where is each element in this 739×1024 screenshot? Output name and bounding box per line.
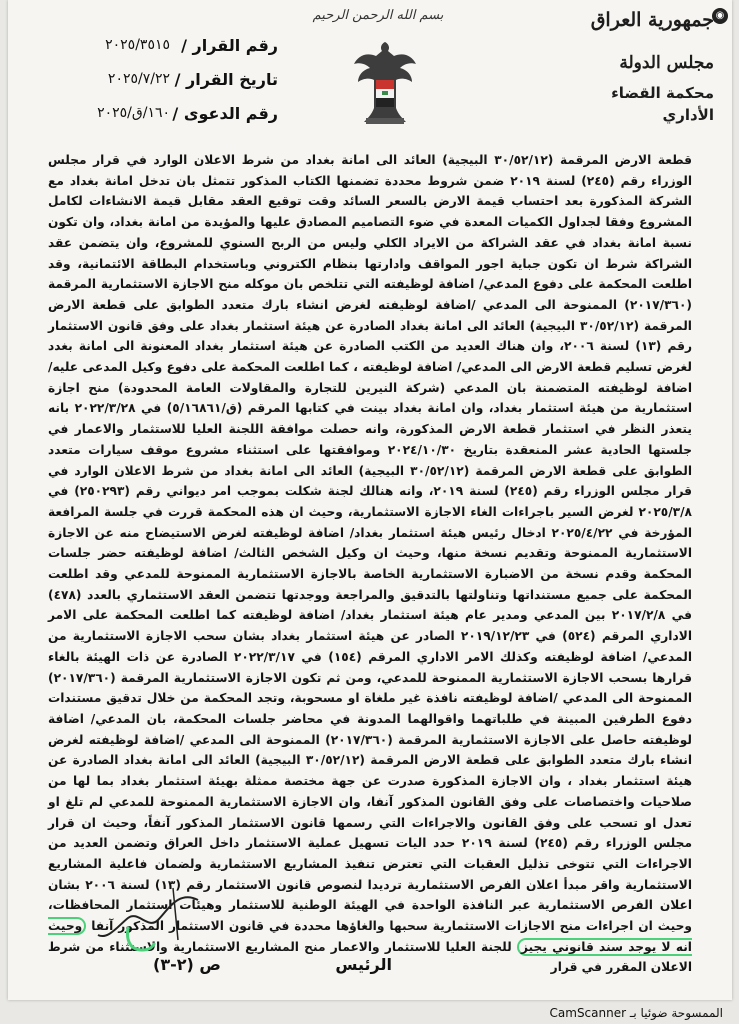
decision-number-row xyxy=(48,28,278,62)
document-page xyxy=(8,0,732,1000)
app-badge-icon: ◉ xyxy=(712,8,728,24)
court-name: محكمة القضاء الأداري xyxy=(611,84,714,124)
decision-number-label: رقم القرار / xyxy=(181,35,278,55)
council-name: مجلس الدولة xyxy=(619,53,714,73)
decision-date-label: تاريخ القرار / xyxy=(174,69,278,89)
judgment-body xyxy=(48,150,692,978)
judgment-text-part1: قطعة الارض المرقمة (٣٠/٥٢/١٢ البيجية) العائد الى امانة بغداد من شرط الاعلان الوارد في قرار مجلس الوزراء رقم (٢٤٥) لسنة ٢٠١٩ ضمن شروط محددة تضمنها الكتاب المذكور تتمثل بان تدخل امانة بغداد مع الشركة المذكورة بعد احتساب قيمة الارض بالسعر السائد وقت توقيع العقد مقابل قيمة الانشاءات لكامل المشروع وفقا لجداول الكميات المعدة في ضوء التصاميم المصادق عليها والمؤيدة من امانة بغداد، وان تكون نسبة امانة بغداد في عقد الشراكة من الايراد الكلي وليس من الربح السنوي للمشروع، وان يتضمن عقد الشراكة شرط ان تكون جباية اجور المواقف وادارتها بنظام الكتروني وباستخدام البطاقة الائتمانية، وقد اطلعت المحكمة على دفوع المدعي/ اضافة لوظيفته التي تتلخص بان موكله منح الاجازة الاستثمارية المرقمة (٢٠١٧/٣٦٠) الممنوحة الى المدعي /اضافة لوظيفته لغرض انشاء بارك متعدد الطوابق على قطعة الارض المرقمة (٣٠/٥٢/١٢ البيجية) العائد الى امانة بغداد الصادرة عن هيئة استثمار بغداد على وفق قانون الاستثمار رقم (١٣) لسنة ٢٠٠٦، وان هناك العديد من الكتب الصادرة عن هيئة استثمار بغداد المعنونة الى امانة بغدد لغرض تسليم قطعة الارض الى المدعي/ اضافة لوظيفته ، كما اطلعت المحكمة على دفوع وكيل المدعى عليه/ اضافة لوظيفته المتضمنة بان المدعي (شركة النيرين للتجارة والمقاولات العامة المحدودة) منح اجازة استثمارية من هيئة استثمار بغداد، وان امانة بغداد بينت في كتابها المرقم (ق/٥/١٦٨٦١) في ٢٠٢٢/٣/٢٨ بانه يتعذر النظر في استثمار قطعة الارض المذكورة، وانه حصلت موافقة اللجنة العليا للاستثمار والاعمار في جلستها الحادية عشر المنعقدة بتاريخ ٢٠٢٤/١٠/٣٠ وموافقتها على استثناء مشروع موقف سيارات متعدد الطوابق على قطعة الارض المرقمة (٣٠/٥٢/١٢ البيجية) العائد الى امانة بغداد من شرط الاعلان الوارد في قرار مجلس الوزراء رقم (٢٤٥) لسنة ٢٠١٩، وانه هنالك لجنة شكلت بموجب امر ديواني رقم (٢٥٠٢٩٣) في ٢٠٢٥/٣/٨ لغرض السير باجراءات الغاء الاجازة الاستثمارية، وحيث ان هذه المحكمة قررت في جلسة المرافعة المؤرخة في ٢٠٢٥/٤/٢٢ ادخال رئيس هيئة استثمار بغداد/ اضافة لوظيفته لغرض الاستيضاح منه عن الاجازة الاستثمارية الممنوحة وتقديم نسخة منها، وحيث ان وكيل الشخص الثالث/ اضافة لوظيفته حضر جلسات المحكمة وقدم نسخة من الاضبارة الاستثمارية الخاصة بالاجازة الاستثمارية الممنوحة للمدعي وقد اطلعت المحكمة على جميع مستنداتها وتناولتها بالتدقيق والمراجعة ووجدتها تتضمن العقد الاستثماري بالعدد (٤٧٨) في ٢٠١٧/٢/٨ بين المدعي ومدير عام هيئة استثمار بغداد/ اضافة لوظيفته كما اطلعت المحكمة على الامر الاداري المرقم (٥٢٤) في ٢٠١٩/١٢/٢٣ الصادر عن هيئة استثمار بغداد بشان سحب الاجازة الاستثمارية من المدعي/ اضافة لوظيفته وكذلك الامر الاداري المرقم (١٥٤) في ٢٠٢٢/٣/١٧ الصادرة عن ذات الهيئة بالغاء قرارها بسحب الاجازة الاستثمارية الممنوحة للمدعي، ومن ثم تكون الاجازة الاستثمارية المرقمة (٢٠١٧/٣٦٠) الممنوحة الى المدعي /اضافة لوظيفته نافذة غير ملغاة او مسحوبة، وتجد المحكمة من خلال تدقيق مستندات دفوع الطرفين المبينة في طلباتهما واقوالهما المدونة في محاضر جلسات المحكمة، بان المدعي/ اضافة لوظيفته حاصل على الاجازة الاستثمارية المرقمة (٢٠١٧/٣٦٠) الممنوحة الى المدعي /اضافة لوظيفته لغرض انشاء بارك متعدد الطوابق على قطعة الارض المرقمة (٣٠/٥٢/١٢ البيجية) العائد الى امانة بغداد الصادرة عن هيئة استثمار بغداد ، وان الاجازة المذكورة صدرت عن جهة مختصة ممثلة بهيئة استثمار بغداد بما لها من صلاحيات واختصاصات على وفق القانون المذكور آنفا، وان الاجازة الاستثمارية الممنوحة للمدعي لم تلغ او تعدل او تسحب على وفق القانون والاجراءات التي رسمها قانون الاستثمار المذكور آنفاً، وحيث ان قرار مجلس الوزراء رقم (٢٤٥) لسنة ٢٠١٩ حدد اليات تسهيل عملية الاستثمار داخل العراق وتضمن العديد من الاجراءات التي تتوخى تذليل العقبات التي تعترض تنفيذ المشاريع الاستثمارية ولضمان فاعلية المشاريع الاستثمارية واقر مبدأ اعلان الفرص الاستثمارية ترديدا لنصوص قانون الاستثمار رقم (١٣) لسنة ٢٠٠٦ بشان اعلان الفرص الاستثمارية عبر النافذة الواحدة في الهيئة الوطنية للاستثمار وهيئات استثمار المحافظات، وحيث ان اجراءات منح الاجازات الاستثمارية سحبها والغاؤها محددة في قانون الاستثمار المذكور آنفا xyxy=(48,153,693,934)
judgment-text-part2: للجنة العليا للاستثمار والاعمار منح المشاريع الاستثمارية والاستثناء من شرط الاعلان المقرر في قرار xyxy=(48,939,692,975)
scanner-brand: CamScanner xyxy=(549,1006,627,1020)
issuer-block xyxy=(564,6,714,126)
decision-meta xyxy=(48,28,278,130)
scanner-text: الممسوحة ضوئيا بـ xyxy=(629,1006,723,1020)
republic-name: جمهورية العراق xyxy=(590,9,714,31)
decision-date: ٢٠٢٥/٧/٢٢ xyxy=(107,71,170,87)
iraq-eagle-emblem-icon xyxy=(352,38,418,128)
case-number-label: رقم الدعوى / xyxy=(172,103,278,123)
highlighted-phrase: وحيث انه لا يوجد سند قانوني يجيز xyxy=(48,919,692,954)
president-label: الرئيس xyxy=(335,955,392,974)
bismillah-line: بسم الله الرحمن الرحيم xyxy=(312,8,444,23)
decision-number: ٢٠٢٥/٣٥١٥ xyxy=(105,37,170,53)
decision-date-row xyxy=(48,62,278,96)
green-pen-mark-icon xyxy=(122,920,158,956)
page-number: ص (٢-٣) xyxy=(153,955,221,974)
case-number-row xyxy=(48,96,278,130)
scanner-watermark xyxy=(550,1006,723,1020)
case-number: ١٦٠/ق/٢٠٢٥ xyxy=(97,105,170,121)
